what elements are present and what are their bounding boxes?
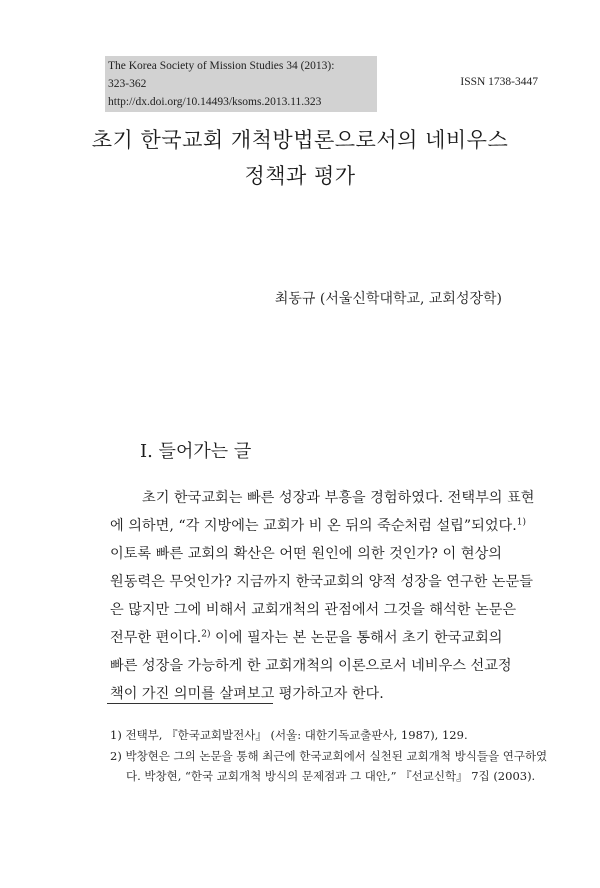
footnote-2: 2) 박창현은 그의 논문을 통해 최근에 한국교회에서 실천된 교회개척 방식들을 연구하였	[110, 749, 548, 763]
footnote-1: 1) 전택부, 『한국교회발전사』 (서울: 대한기독교출판사, 1987), 129.	[110, 728, 468, 742]
paragraph-line: 에 의하면, “각 지방에는 교회가 비 온 뒤의 죽순처럼 설립”되었다.$^{1)}$	[110, 517, 526, 534]
footnote-ref-2[interactable]: 2)	[201, 629, 211, 640]
paragraph-line: 이토록 빠른 교회의 확산은 어떤 원인에 의한 것인가? 이 현상의	[110, 546, 502, 562]
paragraph-line: 은 많지만 그에 비해서 교회개척의 관점에서 그것을 해석한 논문은	[110, 602, 517, 618]
section-heading: Ⅰ. 들어가는 글	[140, 441, 252, 462]
paragraph-line: 전무한 편이다.$^{2)}$ 이에 필자는 본 논문을 통해서 초기 한국교회의	[110, 629, 503, 646]
footnote-rule	[107, 703, 273, 704]
footnote-2-cont: 다. 박창현, “한국 교회개척 방식의 문제점과 그 대안,” 『선교신학』 7집 (2003).	[126, 769, 536, 783]
journal-line-1: The Korea Society of Mission Studies 34 (2013):	[108, 60, 335, 72]
title-line-1: 초기 한국교회 개척방법론으로서의 네비우스	[91, 128, 509, 152]
paragraph-line: 초기 한국교회는 빠른 성장과 부흥을 경험하였다. 전택부의 표현	[142, 490, 535, 506]
footnote-ref-1[interactable]: 1)	[516, 517, 526, 528]
title-line-2: 정책과 평가	[244, 164, 356, 188]
paragraph-line: 빠른 성장을 가능하게 한 교회개척의 이론으로서 네비우스 선교정	[110, 658, 512, 674]
paragraph-line: 원동력은 무엇인가? 지금까지 한국교회의 양적 성장을 연구한 논문들	[110, 574, 533, 590]
paragraph-line: 책이 가진 의미를 살펴보고 평가하고자 한다.	[110, 686, 384, 702]
issn: ISSN 1738-3447	[460, 76, 538, 88]
doi-link[interactable]: http://dx.doi.org/10.14493/ksoms.2013.11.323	[108, 96, 322, 108]
journal-line-2: 323-362	[108, 78, 147, 90]
author: 최동규 (서울신학대학교, 교회성장학)	[274, 291, 502, 307]
